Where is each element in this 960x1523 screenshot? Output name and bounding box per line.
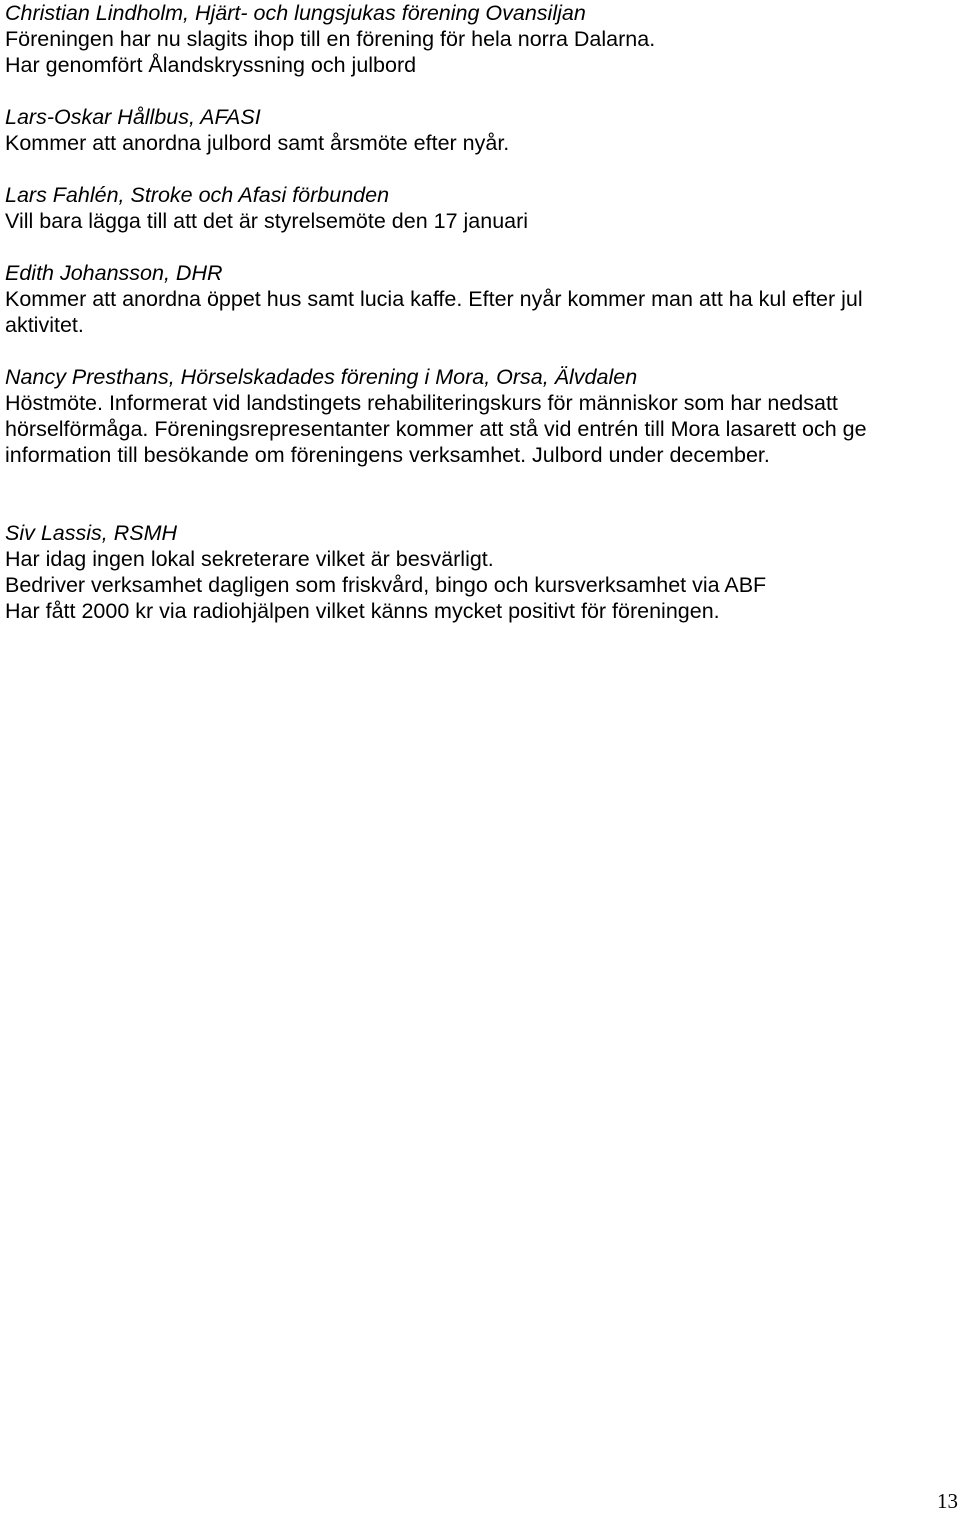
entry-text: Höstmöte. Informerat vid landstingets rehabiliteringskurs för människor som har nedsatt hörselförmåga. Föreningsrepresentanter kommer att stå vid entrén till Mora lasarett och ge information till besökande om föreningens verksamhet. Julbord under december. xyxy=(5,391,867,467)
entry-siv-lassis xyxy=(5,520,955,624)
entry-line: Har idag ingen lokal sekreterare vilket är besvärligt. xyxy=(5,547,494,571)
spacer xyxy=(5,468,955,520)
entry-christian-lindholm xyxy=(5,0,955,78)
spacer xyxy=(5,338,955,364)
spacer xyxy=(5,156,955,182)
entry-line: Bedriver verksamhet dagligen som friskvård, bingo och kursverksamhet via ABF xyxy=(5,573,767,597)
entry-name: Siv Lassis, RSMH xyxy=(5,521,178,545)
entry-text: Kommer att anordna öppet hus samt lucia kaffe. Efter nyår kommer man att ha kul efter jul aktivitet. xyxy=(5,287,863,337)
entry-nancy-presthans xyxy=(5,364,955,468)
entry-lars-oskar-hallbus xyxy=(5,104,955,156)
entry-line: Vill bara lägga till att det är styrelsemöte den 17 januari xyxy=(5,209,529,233)
entry-edith-johansson xyxy=(5,260,955,338)
entry-name: Lars-Oskar Hållbus, AFASI xyxy=(5,105,261,129)
entry-lars-fahlen xyxy=(5,182,955,234)
entry-line: Föreningen har nu slagits ihop till en förening för hela norra Dalarna. xyxy=(5,27,656,51)
entry-name: Lars Fahlén, Stroke och Afasi förbunden xyxy=(5,183,390,207)
spacer xyxy=(5,78,955,104)
entry-name: Nancy Presthans, Hörselskadades förening i Mora, Orsa, Älvdalen xyxy=(5,365,638,389)
entry-name: Christian Lindholm, Hjärt- och lungsjukas förening Ovansiljan xyxy=(5,1,586,25)
entry-line: Har genomfört Ålandskryssning och julbord xyxy=(5,53,417,77)
document-page xyxy=(5,0,955,624)
entry-name: Edith Johansson, DHR xyxy=(5,261,223,285)
page-number: 13 xyxy=(937,1489,958,1513)
spacer xyxy=(5,234,955,260)
entry-line: Har fått 2000 kr via radiohjälpen vilket känns mycket positivt för föreningen. xyxy=(5,599,720,623)
entry-line: Kommer att anordna julbord samt årsmöte efter nyår. xyxy=(5,131,510,155)
